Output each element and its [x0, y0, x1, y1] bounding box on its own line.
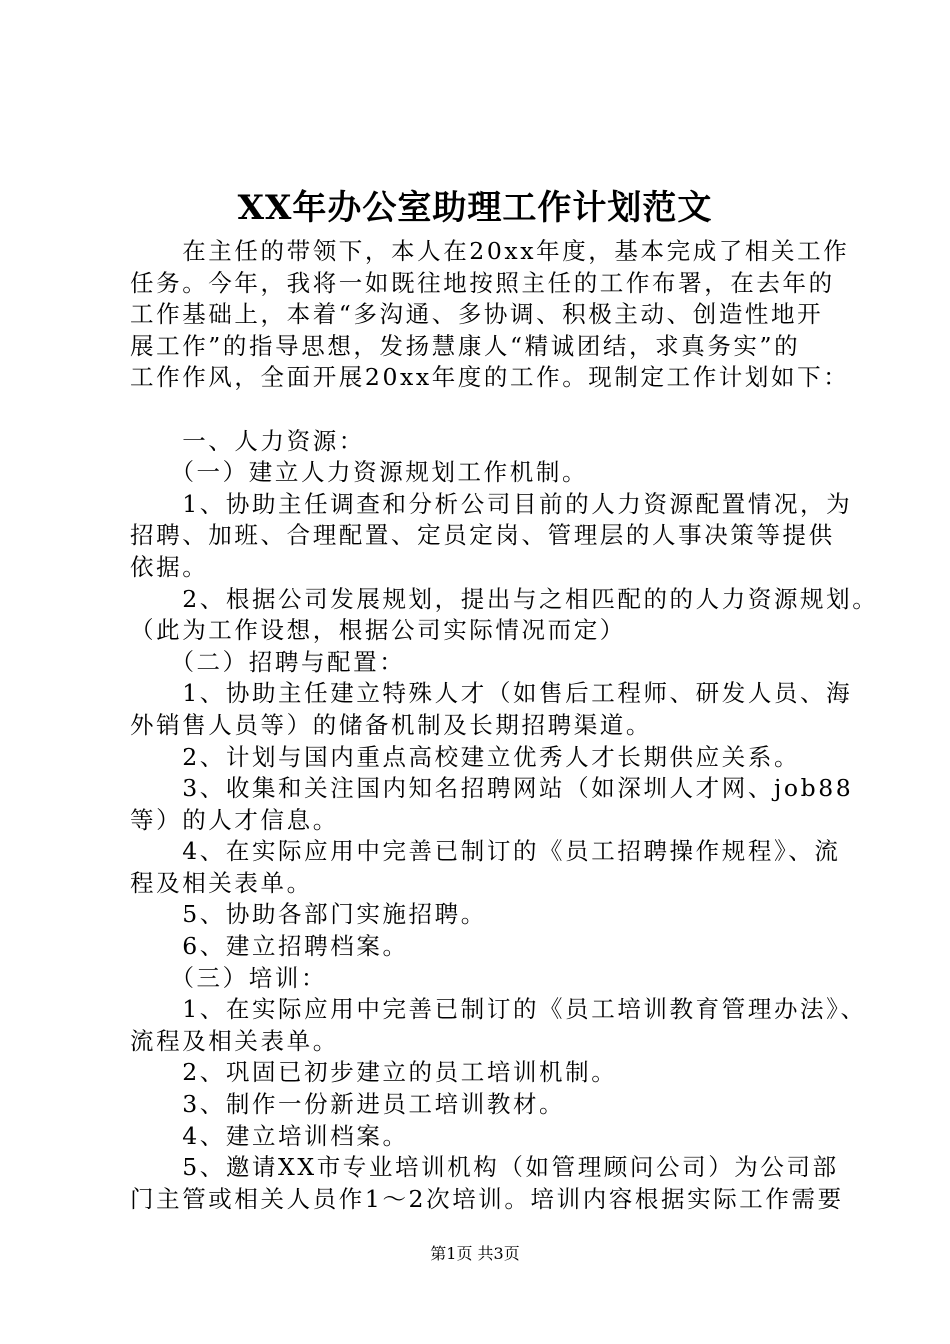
document-body	[130, 236, 879, 1215]
body-line: 3、收集和关注国内知名招聘网站（如深圳人才网、job88	[130, 774, 854, 803]
body-line: 1、在实际应用中完善已制订的《员工培训教育管理办法》、	[130, 995, 867, 1024]
body-line: 外销售人员等）的储备机制及长期招聘渠道。	[130, 710, 652, 739]
body-line: 程及相关表单。	[130, 868, 313, 897]
section-heading: 一、人力资源：	[130, 426, 365, 455]
blank-line	[130, 394, 830, 426]
body-line: 工作基础上，本着“多沟通、多协调、积极主动、创造性地开	[130, 300, 824, 329]
body-line: 3、制作一份新进员工培训教材。	[130, 1090, 566, 1119]
body-line: 流程及相关表单。	[130, 1026, 339, 1055]
body-line: 在主任的带领下，本人在20xx年度，基本完成了相关工作	[130, 237, 850, 265]
body-line: 展工作”的指导思想，发扬慧康人“精诚团结，求真务实”的	[130, 331, 801, 360]
body-line: （此为工作设想，根据公司实际情况而定）	[130, 616, 626, 645]
body-line: 任务。今年，我将一如既往地按照主任的工作布署，在去年的	[130, 268, 835, 297]
body-line: 1、协助主任建立特殊人才（如售后工程师、研发人员、海	[130, 679, 853, 708]
body-line: 6、建立招聘档案。	[130, 932, 409, 961]
body-line: 1、协助主任调查和分析公司目前的人力资源配置情况，为	[130, 489, 853, 518]
page-footer: 第1页 共3页	[430, 1244, 520, 1263]
body-line: 门主管或相关人员作1～2次培训。培训内容根据实际工作需要	[130, 1184, 844, 1213]
body-line: 2、根据公司发展规划，提出与之相匹配的的人力资源规划。	[130, 584, 879, 613]
subsection-heading: （二）招聘与配置：	[130, 647, 406, 676]
document-title: XX年办公室助理工作计划范文	[237, 188, 713, 228]
subsection-heading: （三）培训：	[130, 963, 328, 992]
body-line: 等）的人才信息。	[130, 805, 339, 834]
body-line: 5、邀请XX市专业培训机构（如管理顾问公司）为公司部	[130, 1153, 839, 1182]
body-line: 5、协助各部门实施招聘。	[130, 900, 487, 929]
body-line: 工作作风，全面开展20xx年度的工作。现制定工作计划如下：	[130, 363, 850, 392]
body-line: 2、巩固已初步建立的员工培训机制。	[130, 1058, 618, 1087]
body-line: 4、建立培训档案。	[130, 1121, 409, 1150]
body-line: 招聘、加班、合理配置、定员定岗、管理层的人事决策等提供	[130, 521, 835, 550]
body-line: 2、计划与国内重点高校建立优秀人才长期供应关系。	[130, 742, 801, 771]
subsection-heading: （一）建立人力资源规划工作机制。	[130, 458, 589, 487]
body-line: 依据。	[130, 552, 209, 581]
body-line: 4、在实际应用中完善已制订的《员工招聘操作规程》、流	[130, 837, 841, 866]
